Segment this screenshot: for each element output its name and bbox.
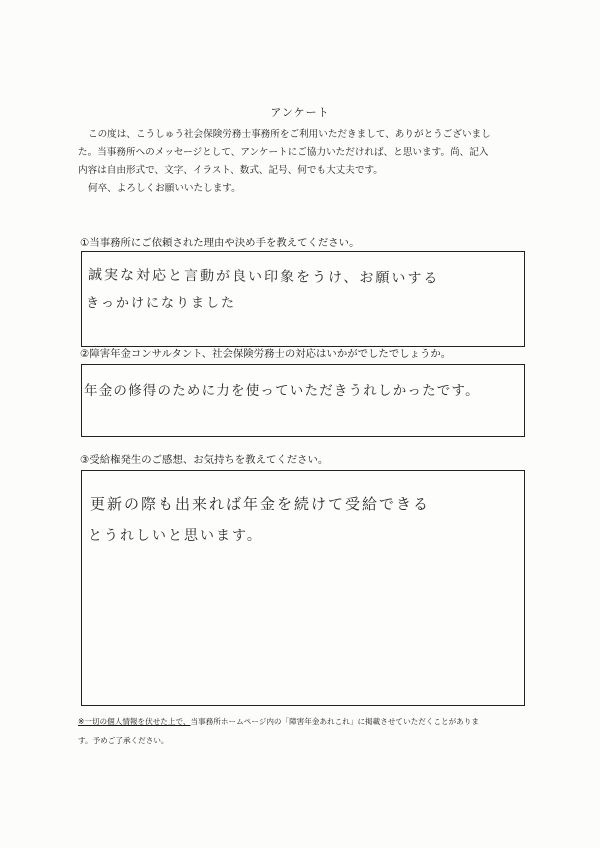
- footnote-underlined: ※一切の個人情報を伏せた上で、: [78, 717, 191, 726]
- footnote-text: す。予めご了承ください。: [78, 736, 169, 745]
- question-1-label: ①当事務所にご依頼された理由や決め手を教えてください。: [80, 237, 360, 249]
- handwritten-answer-line: 誠実な対応と言動が良い印象をうけ、お願いする: [87, 267, 440, 287]
- answer-box-1[interactable]: [81, 251, 525, 347]
- handwritten-answer-line: とうれしいと思います。: [88, 528, 263, 544]
- answer-box-2[interactable]: [81, 364, 525, 437]
- handwritten-answer-line: きっかけになりました: [86, 296, 237, 311]
- intro-line: この度は、こうしゅう社会保険労務士事務所をご利用いただきまして、ありがとうございまし: [88, 129, 491, 140]
- intro-line: 内容は自由形式で、文字、イラスト、数式、記号、何でも大丈夫です。: [78, 165, 383, 176]
- intro-line: た。当事務所へのメッセージとして、アンケートにご協力いただければ、と思います。尚、記入: [78, 147, 489, 158]
- question-2-label: ②障害年金コンサルタント、社会保険労務士の対応はいかがでしたでしょうか。: [80, 348, 452, 360]
- intro-text: [78, 126, 538, 198]
- handwritten-answer-line: 年金の修得のために力を使っていただきうれしかったです。: [84, 383, 480, 399]
- footnote: [78, 712, 538, 750]
- footnote-text: 当事務所ホームページ内の「障害年金あれこれ」に掲載させていただくことがありま: [190, 717, 479, 726]
- answer-box-3[interactable]: [81, 470, 525, 706]
- handwritten-answer-line: 更新の際も出来れば年金を続けて受給できる: [90, 495, 431, 513]
- intro-line: 何卒、よろしくお願いいたします。: [88, 183, 241, 194]
- page-title: アンケート: [270, 106, 330, 119]
- question-3-label: ③受給権発生のご感想、お気持ちを教えてください。: [80, 454, 329, 466]
